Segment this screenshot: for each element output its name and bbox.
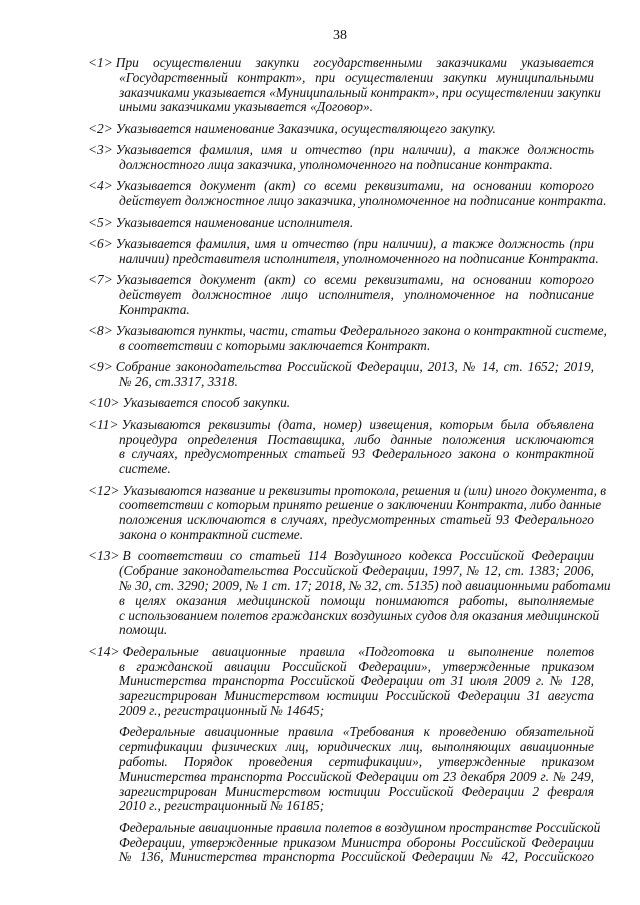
footnote-text: При осуществлении закупки государственными заказчиками указывается bbox=[115, 55, 594, 70]
footnote-marker: <9> bbox=[88, 359, 113, 375]
footnote-marker: <10> bbox=[88, 395, 120, 411]
footnote-text: Указывается фамилия, имя и отчество (при наличии), а также должность bbox=[115, 142, 594, 158]
text-line bbox=[88, 323, 607, 339]
footnote-item bbox=[88, 178, 607, 209]
text-line bbox=[88, 179, 594, 194]
footnote-text: Указывается документ (акт) со всеми реквизитами, на основании которого bbox=[115, 272, 594, 288]
footnote-marker: <8> bbox=[88, 323, 113, 339]
text-line bbox=[119, 433, 594, 448]
footnote-text: В соответствии со статьей 114 Воздушного кодекса Российской Федерации bbox=[122, 548, 594, 564]
footnote-marker: <12> bbox=[88, 482, 120, 498]
text-line bbox=[119, 564, 594, 579]
text-line bbox=[88, 418, 594, 433]
footnote-text: Указываются реквизиты (дата, номер) извещения, которым была объявлена bbox=[121, 416, 594, 432]
text-line bbox=[119, 799, 594, 814]
text-line bbox=[88, 273, 594, 288]
footnote-marker: <11> bbox=[88, 416, 119, 432]
footnote-text: Указываются пункты, части, статьи Федерального закона о контрактной системе, bbox=[115, 323, 607, 339]
footnote-text: в соответствии с которыми заключается Контракт. bbox=[119, 337, 431, 353]
footnote-marker: <5> bbox=[88, 214, 113, 230]
text-line bbox=[119, 497, 602, 513]
footnote-text: 2009 г., регистрационный № 14645; bbox=[119, 703, 325, 718]
text-line bbox=[88, 645, 594, 660]
footnote-text: Контракта. bbox=[119, 301, 190, 317]
text-line bbox=[88, 396, 594, 411]
footnote-text: действует должностное лицо исполнителя, уполномоченное на подписание bbox=[119, 286, 594, 302]
text-line bbox=[119, 660, 594, 675]
footnote-text: Указывается наименование исполнителя. bbox=[115, 214, 354, 230]
footnote-marker: <14> bbox=[88, 643, 120, 659]
text-line bbox=[119, 513, 594, 528]
text-line bbox=[119, 462, 594, 477]
footnote-text: иными заказчиками указывается «Договор». bbox=[119, 99, 374, 115]
text-line bbox=[119, 250, 599, 267]
footnote-item bbox=[88, 645, 594, 719]
text-line bbox=[119, 740, 594, 755]
footnote-text: Собрание законодательства Российской Федерации, 2013, № 14, ст. 1652; 2019, bbox=[115, 359, 594, 375]
text-line bbox=[88, 216, 594, 231]
text-line bbox=[119, 674, 594, 689]
text-line bbox=[119, 819, 601, 836]
footnote-marker: <1> bbox=[88, 55, 113, 70]
footnote-text: № 26, ст.3317, 3318. bbox=[119, 374, 238, 390]
text-line bbox=[119, 850, 594, 865]
text-line bbox=[119, 594, 594, 609]
footnote-text: 2010 г., регистрационный № 16185; bbox=[119, 798, 325, 814]
footnote-text: Указывается документ (акт) со всеми реквизитами, на основании которого bbox=[115, 178, 594, 194]
footnote-text: помощи. bbox=[119, 622, 168, 638]
text-line bbox=[88, 237, 594, 252]
footnote-text: работы. Порядок проведения сертификации», утвержденные приказом bbox=[119, 753, 594, 769]
footnote-text: сертификации физических лиц, юридических лиц, выполняющих авиационные bbox=[119, 739, 594, 755]
footnote-text: наличии) представителя исполнителя, уполномоченного на подписание Контракта. bbox=[119, 250, 599, 266]
footnote-item bbox=[88, 548, 611, 638]
text-line bbox=[88, 482, 607, 499]
footnote-item bbox=[88, 273, 594, 317]
footnote-text: системе. bbox=[119, 461, 171, 477]
footnote-text: в гражданской авиации Российской Федерации», утвержденные приказом bbox=[119, 658, 594, 674]
footnote-text: Указывается фамилия, имя и отчество (при наличии), а также должность (при bbox=[115, 235, 594, 251]
footnote-item bbox=[88, 360, 594, 390]
page-number: 38 bbox=[333, 28, 347, 43]
footnote-text: действует должностное лицо заказчика, уполномоченное на подписание контракта. bbox=[119, 193, 607, 209]
footnote-text: должностного лица заказчика, уполномоченного на подписание контракта. bbox=[119, 156, 553, 172]
footnote-marker: <3> bbox=[88, 142, 113, 158]
footnote-item bbox=[88, 143, 594, 173]
footnote-text: № 30, ст. 3290; 2009, № 1 ст. 17; 2018, № 32, ст. 5135) под авиационными работами bbox=[119, 578, 611, 594]
footnote-text: Федерации, утвержденные приказом Министра обороны Российской Федерации bbox=[119, 834, 594, 850]
footnote-marker: <13> bbox=[88, 548, 120, 564]
footnote-item bbox=[88, 235, 599, 267]
text-line bbox=[119, 71, 594, 86]
footnote-text: № 136, Министерства транспорта Российской Федерации № 42, Российского bbox=[119, 849, 594, 865]
footnote-text: с использованием полетов гражданских воздушных судов для оказания медицинской bbox=[119, 607, 600, 623]
text-line bbox=[119, 447, 594, 462]
footnote-text: положения исключаются в случаях, предусмотренных статьей 93 Федерального bbox=[119, 512, 594, 528]
footnote-item bbox=[88, 323, 607, 354]
text-line bbox=[119, 607, 600, 624]
text-line bbox=[119, 158, 594, 173]
footnote-marker: <7> bbox=[88, 272, 113, 288]
footnote-text: «Государственный контракт», при осуществлении закупки муниципальными bbox=[119, 69, 594, 85]
footnote-text: закона о контрактной системе. bbox=[119, 527, 304, 543]
footnote-text: Федеральные авиационные правила полетов в воздушном пространстве Российской bbox=[119, 819, 601, 835]
text-line bbox=[119, 623, 594, 638]
text-line bbox=[88, 360, 594, 375]
footnote-text: Министерства транспорта Российской Федерации от 31 июля 2009 г. № 128, bbox=[119, 673, 594, 689]
text-line bbox=[88, 549, 594, 564]
footnotes-list bbox=[88, 55, 611, 872]
footnote-marker: <2> bbox=[88, 120, 113, 136]
footnote-text: Указывается способ закупки. bbox=[122, 395, 291, 411]
footnote-paragraph bbox=[88, 725, 594, 814]
footnote-text: Министерства транспорта Российской Федерации от 23 декабря 2009 г. № 249, bbox=[119, 768, 594, 784]
footnote-item bbox=[88, 55, 601, 115]
footnote-marker: <6> bbox=[88, 235, 113, 251]
footnote-item bbox=[88, 216, 594, 231]
footnote-text: соответствии с которым принято решение о заключении Контракта, либо данные bbox=[119, 497, 602, 513]
footnote-text: Указываются название и реквизиты протокола, решения и (или) иного документа, в bbox=[122, 482, 607, 498]
text-line bbox=[119, 288, 594, 303]
footnote-text: (Собрание законодательства Российской Федерации, 1997, № 12, ст. 1383; 2006, bbox=[119, 563, 594, 579]
text-line bbox=[119, 785, 594, 800]
footnote-item bbox=[88, 482, 607, 543]
footnote-text: зарегистрирован Министерством юстиции Российской Федерации 2 февраля bbox=[119, 783, 594, 799]
text-line bbox=[119, 689, 594, 704]
text-line bbox=[119, 84, 601, 101]
text-line bbox=[119, 725, 594, 740]
footnote-text: Указывается наименование Заказчика, осуществляющего закупку. bbox=[115, 120, 496, 136]
text-line bbox=[119, 755, 594, 770]
footnote-text: заказчиками указывается «Муниципальный контракт», при осуществлении закупки bbox=[119, 84, 601, 100]
footnote-item bbox=[88, 122, 594, 137]
text-line bbox=[88, 122, 594, 137]
text-line bbox=[88, 143, 594, 158]
footnote-item bbox=[88, 396, 594, 411]
text-line bbox=[119, 528, 594, 543]
text-line bbox=[119, 339, 594, 354]
text-line bbox=[119, 836, 594, 851]
footnote-item bbox=[88, 418, 594, 477]
text-line bbox=[119, 193, 607, 209]
text-line bbox=[119, 578, 611, 594]
text-line bbox=[119, 303, 594, 318]
footnote-text: зарегистрирован Министерством юстиции Российской Федерации 31 августа bbox=[119, 688, 594, 704]
text-line bbox=[119, 770, 594, 785]
footnote-text: Федеральные авиационные правила «Подготовка и выполнение полетов bbox=[122, 643, 594, 659]
text-line bbox=[119, 375, 594, 390]
footnote-marker: <4> bbox=[88, 178, 113, 194]
footnote-text: в случаях, предусмотренных статьей 93 Федерального закона о контрактной bbox=[119, 446, 594, 462]
text-line bbox=[119, 704, 594, 719]
text-line bbox=[88, 56, 594, 71]
footnote-text: Федеральные авиационные правила «Требования к проведению обязательной bbox=[119, 724, 594, 740]
text-line bbox=[119, 100, 594, 115]
footnote-text: процедура определения Поставщика, либо данные положения исключаются bbox=[119, 431, 594, 447]
footnote-text: в целях оказания медицинской помощи понимаются работы, выполняемые bbox=[119, 592, 594, 608]
footnote-paragraph bbox=[88, 819, 601, 865]
